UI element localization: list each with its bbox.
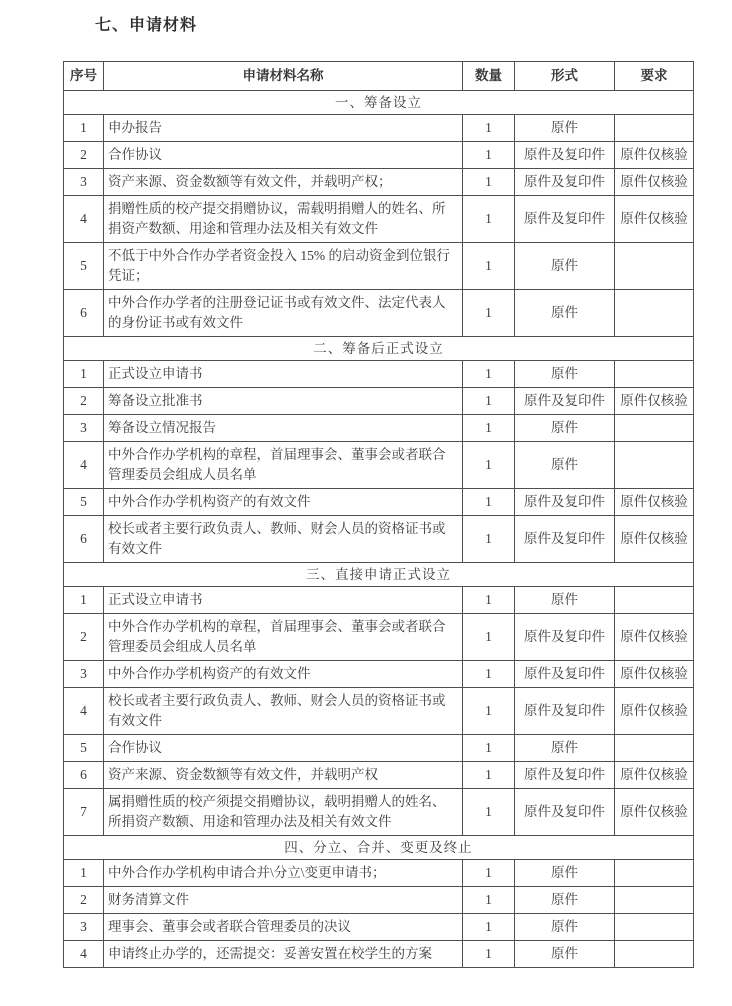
- table-row: [64, 489, 694, 516]
- requirement-cell: 原件仅核验: [615, 614, 694, 661]
- form-cell: 原件及复印件: [515, 688, 615, 735]
- material-name-cell: 筹备设立批准书: [104, 388, 463, 415]
- material-name-cell: 中外合作办学者的注册登记证书或有效文件、法定代表人的身份证书或有效文件: [104, 290, 463, 337]
- material-name-cell: 中外合作办学机构申请合并\分立\变更申请书；: [104, 860, 463, 887]
- form-cell: 原件: [515, 115, 615, 142]
- quantity-cell: 1: [463, 489, 515, 516]
- requirement-cell: [615, 860, 694, 887]
- requirement-cell: 原件仅核验: [615, 762, 694, 789]
- form-cell: 原件及复印件: [515, 388, 615, 415]
- section-header-row: [64, 91, 694, 115]
- form-cell: 原件: [515, 361, 615, 388]
- quantity-cell: 1: [463, 142, 515, 169]
- col-header-quantity: 数量: [463, 62, 515, 91]
- quantity-cell: 1: [463, 614, 515, 661]
- table-row: [64, 388, 694, 415]
- row-number-cell: 1: [64, 587, 104, 614]
- section-header-row: [64, 836, 694, 860]
- material-name-cell: 校长或者主要行政负责人、教师、财会人员的资格证书或有效文件: [104, 516, 463, 563]
- table-row: [64, 290, 694, 337]
- table-row: [64, 735, 694, 762]
- form-cell: 原件及复印件: [515, 661, 615, 688]
- form-cell: 原件及复印件: [515, 142, 615, 169]
- row-number-cell: 5: [64, 243, 104, 290]
- form-cell: 原件: [515, 415, 615, 442]
- form-cell: 原件及复印件: [515, 196, 615, 243]
- requirement-cell: [615, 290, 694, 337]
- requirement-cell: [615, 115, 694, 142]
- form-cell: 原件: [515, 914, 615, 941]
- quantity-cell: 1: [463, 941, 515, 968]
- quantity-cell: 1: [463, 688, 515, 735]
- quantity-cell: 1: [463, 361, 515, 388]
- form-cell: 原件: [515, 941, 615, 968]
- table-row: [64, 169, 694, 196]
- material-name-cell: 合作协议: [104, 142, 463, 169]
- row-number-cell: 3: [64, 914, 104, 941]
- quantity-cell: 1: [463, 516, 515, 563]
- material-name-cell: 正式设立申请书: [104, 587, 463, 614]
- row-number-cell: 6: [64, 762, 104, 789]
- material-name-cell: 合作协议: [104, 735, 463, 762]
- requirement-cell: [615, 587, 694, 614]
- requirement-cell: [615, 941, 694, 968]
- requirement-cell: 原件仅核验: [615, 489, 694, 516]
- material-name-cell: 财务清算文件: [104, 887, 463, 914]
- table-header-row: [64, 62, 694, 91]
- material-name-cell: 筹备设立情况报告: [104, 415, 463, 442]
- row-number-cell: 1: [64, 361, 104, 388]
- form-cell: 原件及复印件: [515, 169, 615, 196]
- row-number-cell: 5: [64, 735, 104, 762]
- table-row: [64, 516, 694, 563]
- requirement-cell: [615, 914, 694, 941]
- quantity-cell: 1: [463, 169, 515, 196]
- material-name-cell: 校长或者主要行政负责人、教师、财会人员的资格证书或有效文件: [104, 688, 463, 735]
- row-number-cell: 1: [64, 115, 104, 142]
- material-name-cell: 理事会、董事会或者联合管理委员的决议: [104, 914, 463, 941]
- form-cell: 原件: [515, 290, 615, 337]
- requirement-cell: 原件仅核验: [615, 661, 694, 688]
- section-title: 四、分立、合并、变更及终止: [64, 836, 694, 860]
- row-number-cell: 2: [64, 614, 104, 661]
- table-row: [64, 941, 694, 968]
- quantity-cell: 1: [463, 762, 515, 789]
- row-number-cell: 6: [64, 516, 104, 563]
- page-title: 七、申请材料: [95, 17, 198, 34]
- material-name-cell: 中外合作办学机构资产的有效文件: [104, 489, 463, 516]
- material-name-cell: 资产来源、资金数额等有效文件，并载明产权: [104, 762, 463, 789]
- table-row: [64, 789, 694, 836]
- material-name-cell: 不低于中外合作办学者资金投入 15% 的启动资金到位银行凭证；: [104, 243, 463, 290]
- material-name-cell: 申请终止办学的，还需提交：妥善安置在校学生的方案: [104, 941, 463, 968]
- col-header-index: 序号: [64, 62, 104, 91]
- form-cell: 原件及复印件: [515, 762, 615, 789]
- table-row: [64, 762, 694, 789]
- form-cell: 原件: [515, 735, 615, 762]
- table-body: [64, 91, 694, 968]
- form-cell: 原件: [515, 442, 615, 489]
- requirement-cell: 原件仅核验: [615, 388, 694, 415]
- col-header-requirement: 要求: [615, 62, 694, 91]
- requirement-cell: 原件仅核验: [615, 142, 694, 169]
- form-cell: 原件: [515, 587, 615, 614]
- table-row: [64, 914, 694, 941]
- section-title: 二、筹备后正式设立: [64, 337, 694, 361]
- row-number-cell: 2: [64, 142, 104, 169]
- form-cell: 原件及复印件: [515, 789, 615, 836]
- requirement-cell: 原件仅核验: [615, 789, 694, 836]
- row-number-cell: 1: [64, 860, 104, 887]
- quantity-cell: 1: [463, 735, 515, 762]
- row-number-cell: 3: [64, 661, 104, 688]
- row-number-cell: 2: [64, 388, 104, 415]
- quantity-cell: 1: [463, 661, 515, 688]
- quantity-cell: 1: [463, 115, 515, 142]
- material-name-cell: 中外合作办学机构的章程，首届理事会、董事会或者联合管理委员会组成人员名单: [104, 614, 463, 661]
- quantity-cell: 1: [463, 415, 515, 442]
- table-row: [64, 587, 694, 614]
- row-number-cell: 3: [64, 169, 104, 196]
- table-row: [64, 142, 694, 169]
- row-number-cell: 4: [64, 941, 104, 968]
- requirement-cell: 原件仅核验: [615, 169, 694, 196]
- col-header-material: 申请材料名称: [104, 62, 463, 91]
- material-name-cell: 中外合作办学机构资产的有效文件: [104, 661, 463, 688]
- material-name-cell: 正式设立申请书: [104, 361, 463, 388]
- quantity-cell: 1: [463, 196, 515, 243]
- quantity-cell: 1: [463, 587, 515, 614]
- materials-table: [63, 61, 694, 968]
- form-cell: 原件: [515, 887, 615, 914]
- table-row: [64, 115, 694, 142]
- table-row: [64, 243, 694, 290]
- row-number-cell: 6: [64, 290, 104, 337]
- section-title: 三、直接申请正式设立: [64, 563, 694, 587]
- material-name-cell: 资产来源、资金数额等有效文件，并载明产权；: [104, 169, 463, 196]
- row-number-cell: 4: [64, 442, 104, 489]
- material-name-cell: 中外合作办学机构的章程，首届理事会、董事会或者联合管理委员会组成人员名单: [104, 442, 463, 489]
- row-number-cell: 7: [64, 789, 104, 836]
- row-number-cell: 2: [64, 887, 104, 914]
- requirement-cell: 原件仅核验: [615, 688, 694, 735]
- table-row: [64, 860, 694, 887]
- table-row: [64, 415, 694, 442]
- table-row: [64, 196, 694, 243]
- form-cell: 原件: [515, 860, 615, 887]
- quantity-cell: 1: [463, 290, 515, 337]
- quantity-cell: 1: [463, 243, 515, 290]
- requirement-cell: 原件仅核验: [615, 516, 694, 563]
- quantity-cell: 1: [463, 442, 515, 489]
- row-number-cell: 4: [64, 196, 104, 243]
- quantity-cell: 1: [463, 887, 515, 914]
- table-row: [64, 661, 694, 688]
- section-title: 一、筹备设立: [64, 91, 694, 115]
- form-cell: 原件及复印件: [515, 614, 615, 661]
- quantity-cell: 1: [463, 789, 515, 836]
- section-header-row: [64, 563, 694, 587]
- quantity-cell: 1: [463, 860, 515, 887]
- material-name-cell: 捐赠性质的校产提交捐赠协议，需载明捐赠人的姓名、所捐资产数额、用途和管理办法及相关有效文件: [104, 196, 463, 243]
- requirement-cell: 原件仅核验: [615, 196, 694, 243]
- table-row: [64, 688, 694, 735]
- section-header-row: [64, 337, 694, 361]
- row-number-cell: 4: [64, 688, 104, 735]
- table-row: [64, 887, 694, 914]
- material-name-cell: 属捐赠性质的校产须提交捐赠协议，载明捐赠人的姓名、所捐资产数额、用途和管理办法及相关有效文件: [104, 789, 463, 836]
- row-number-cell: 5: [64, 489, 104, 516]
- requirement-cell: [615, 415, 694, 442]
- col-header-form: 形式: [515, 62, 615, 91]
- form-cell: 原件及复印件: [515, 516, 615, 563]
- requirement-cell: [615, 361, 694, 388]
- requirement-cell: [615, 442, 694, 489]
- material-name-cell: 申办报告: [104, 115, 463, 142]
- table-row: [64, 361, 694, 388]
- form-cell: 原件: [515, 243, 615, 290]
- quantity-cell: 1: [463, 388, 515, 415]
- requirement-cell: [615, 735, 694, 762]
- requirement-cell: [615, 243, 694, 290]
- table-row: [64, 614, 694, 661]
- form-cell: 原件及复印件: [515, 489, 615, 516]
- row-number-cell: 3: [64, 415, 104, 442]
- quantity-cell: 1: [463, 914, 515, 941]
- requirement-cell: [615, 887, 694, 914]
- table-row: [64, 442, 694, 489]
